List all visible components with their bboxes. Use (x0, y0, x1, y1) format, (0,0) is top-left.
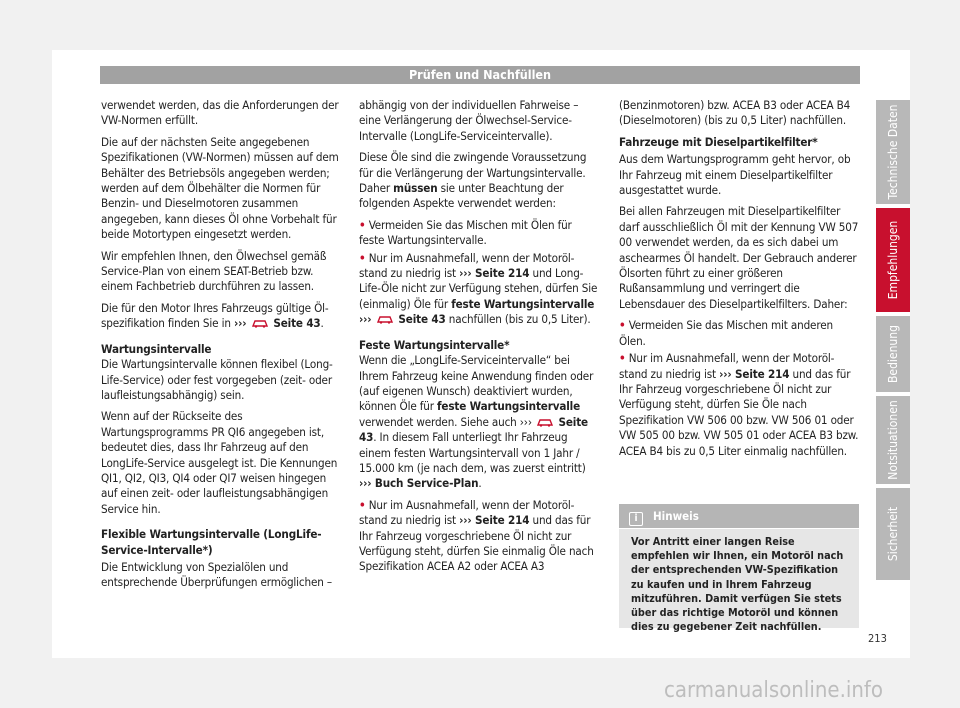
paragraph: Wenn die „LongLife-Serviceintervalle“ bei Ihrem Fahrzeug keine Anwendung finden oder (auf eigenen Wunsch) deaktiviert wurden, können Öle für feste Wartungsintervalle verwendet werden. Siehe auch ››› Seite 43. In diesem Fall unterliegt Ihr Fahrzeug einem festen Wartungsintervall von 1 Jahr / 15.000 km (je nach dem, was zuerst eintritt) ››› Buch Service-Plan. (359, 353, 594, 491)
tab-empfehlungen[interactable]: Empfehlungen (876, 208, 910, 312)
note-header (619, 504, 859, 529)
paragraph: abhängig von der individuellen Fahrweise – eine Verlängerung der Ölwechsel-Service-Intervalle (LongLife-Serviceintervalle). (359, 98, 579, 143)
paragraph: Die auf der nächsten Seite angegebenen Spezifikationen (VW-Normen) müssen auf dem Behälter des Betriebsöls angegeben werden; werden auf dem Ölbehälter die Normen für Benzin- und Dieselmotoren zusammen angegeben, kann dieses Öl ohne Vorbehalt für beide Motortypen eingesetzt werden. (101, 134, 339, 242)
note-box (619, 504, 859, 634)
paragraph: Bei allen Fahrzeugen mit Dieselpartikelfilter darf ausschließlich Öl mit der Kennung VW 507 00 verwendet werden, da es sich dabei um aschearmes Öl handelt. Der Gebrauch anderer Ölsorten führt zu einer größeren Rußansammlung und verringert die Lebensdauer des Dieselpartikelfilters. Daher: (619, 204, 859, 311)
paragraph: (Benzinmotoren) bzw. ACEA B3 oder ACEA B4 (Dieselmotoren) (bis zu 0,5 Liter) nachfüllen. (619, 98, 851, 128)
column-1 (101, 98, 341, 597)
column-2 (359, 98, 599, 577)
bullet-item: • Nur im Ausnahmefall, wenn der Motoröl-stand zu niedrig ist ››› Seite 214 und das für Ihr Fahrzeug vorgeschriebene Öl nicht zur Verfügung steht, dürfen Sie einmalig Öle nach Spezifikation ACEA A2 oder ACEA A3 (359, 497, 594, 574)
paragraph: Wenn auf der Rückseite des Wartungsprogramms PR QI6 angegeben ist, bedeutet dies, dass Ihr Fahrzeug auf den LongLife-Service ausgelegt ist. Die Kennungen QI1, QI2, QI3, QI4 oder QI7 weisen hingegen auf einen zeit- oder laufleistungsabhängigen Service hin. (101, 409, 338, 516)
heading: Feste Wartungsintervalle* (359, 337, 510, 352)
note-body: Vor Antritt einer langen Reise empfehlen wir Ihnen, ein Motoröl nach der entsprechenden VW-Spezifikation zu kaufen und in Ihrem Fahrzeug mitzuführen. Damit verfügen Sie stets über das richtige Motoröl und können dies zu gegebener Zeit nachfüllen. (631, 535, 844, 634)
tab-bedienung[interactable]: Bedienung (876, 316, 910, 392)
page-link[interactable]: ››› Seite 214 (719, 366, 790, 381)
note-title: Hinweis (653, 509, 699, 523)
paragraph: verwendet werden, das die Anforderungen der VW-Normen erfüllt. (101, 98, 339, 128)
page-link[interactable]: ››› Seite 214 (459, 513, 530, 528)
column-3 (619, 98, 859, 461)
paragraph: Diese Öle sind die zwingende Voraussetzung für die Verlängerung der Wartungsintervalle. Daher müssen sie unter Beachtung der folgenden Aspekte verwendet werden: (359, 150, 587, 211)
bullet-icon: • (359, 250, 366, 265)
tab-notsituationen[interactable]: Notsituationen (876, 396, 910, 484)
bullet-item: • Nur im Ausnahmefall, wenn der Motoröl-stand zu niedrig ist ››› Seite 214 und das für Ihr Fahrzeug vorgeschriebene Öl nicht zur Verfügung steht, dürfen Sie Öle nach Spezifikation VW 506 00 bzw. VW 506 01 oder VW 505 00 bzw. VW 505 01 oder ACEA B3 bzw. ACEA B4 bis zu 0,5 Liter einmalig nachfüllen. (619, 351, 859, 458)
page-link[interactable]: ››› Buch Service-Plan (359, 476, 479, 491)
car-warning-icon (537, 416, 553, 427)
tab-technische-daten[interactable]: Technische Daten (876, 100, 910, 204)
heading: Flexible Wartungsintervalle (LongLife-Service-Intervalle*) (101, 527, 322, 557)
page-link[interactable]: ››› Seite 214 (459, 266, 530, 281)
heading: Wartungsintervalle (101, 341, 212, 356)
bullet-item: • Vermeiden Sie das Mischen mit anderen Ölen. (619, 318, 833, 348)
bullet-icon: • (619, 351, 626, 366)
bullet-icon: • (359, 217, 366, 232)
info-icon: i (629, 512, 643, 526)
paragraph: Die Wartungsintervalle können flexibel (Long-Life-Service) oder fest vorgegeben (zeit- oder laufleistungsabhängig) sein. (101, 357, 333, 402)
watermark: carmanualsonline.info (664, 678, 883, 703)
car-warning-icon (377, 313, 393, 324)
bullet-item: • Nur im Ausnahmefall, wenn der Motoröl-stand zu niedrig ist ››› Seite 214 und Long-Life-Öle nicht zur Verfügung stehen, dürfen Sie (einmalig) Öle für feste Wartungsintervalle ››› Seite 43 nachfüllen (bis zu 0,5 Liter). (359, 250, 598, 327)
paragraph: Die Entwicklung von Spezialölen und entsprechende Überprüfungen ermöglichen – (101, 559, 332, 590)
paragraph: Aus dem Wartungsprogramm geht hervor, ob Ihr Fahrzeug mit einem Dieselpartikelfilter ausgestattet wurde. (619, 152, 851, 198)
page-header: Prüfen und Nachfüllen (100, 66, 860, 84)
heading: Fahrzeuge mit Dieselpartikelfilter* (619, 134, 818, 149)
tab-sicherheit[interactable]: Sicherheit (876, 488, 910, 580)
bullet-icon: • (619, 318, 626, 333)
page-link[interactable]: Seite 43 (359, 414, 588, 445)
bullet-icon: • (359, 497, 366, 512)
paragraph: Wir empfehlen Ihnen, den Ölwechsel gemäß Service-Plan von einem SEAT-Betrieb bzw. einem Fachbetrieb durchführen zu lassen. (101, 248, 327, 294)
page-link[interactable]: ››› Seite 43 (233, 316, 321, 331)
car-warning-icon (252, 317, 268, 328)
bullet-item: • Vermeiden Sie das Mischen mit Ölen für feste Wartungsintervalle. (359, 217, 572, 248)
page-number: 213 (868, 632, 887, 645)
paragraph: Die für den Motor Ihres Fahrzeugs gültige Öl-spezifikation finden Sie in ››› Seite 43. (101, 300, 329, 331)
page-link[interactable]: Seite 43 (394, 312, 446, 327)
